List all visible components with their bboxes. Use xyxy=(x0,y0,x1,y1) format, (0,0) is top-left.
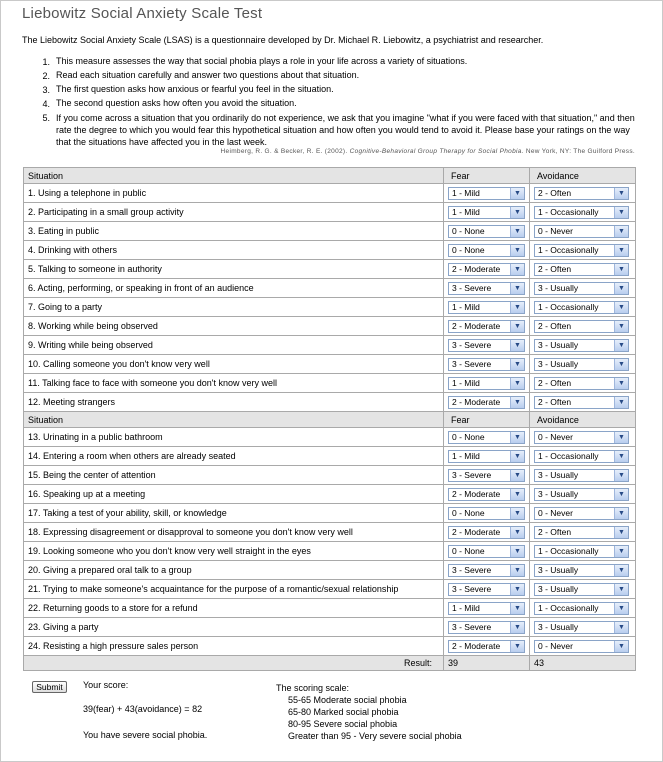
chevron-down-icon[interactable]: ▼ xyxy=(510,397,524,408)
situation-text: 3. Eating in public xyxy=(24,222,444,241)
chevron-down-icon[interactable]: ▼ xyxy=(510,603,524,614)
avoidance-cell xyxy=(530,374,636,393)
avoidance-value: 3 - Usually xyxy=(538,584,579,594)
chevron-down-icon[interactable]: ▼ xyxy=(510,302,524,313)
chevron-down-icon[interactable]: ▼ xyxy=(510,451,524,462)
scoring-scale-heading: The scoring scale: xyxy=(276,683,350,693)
scoring-scale-item: 55-65 Moderate social phobia xyxy=(288,695,407,705)
avoidance-value: 1 - Occasionally xyxy=(538,207,599,217)
table-row xyxy=(24,336,636,355)
table-row xyxy=(24,504,636,523)
avoidance-cell xyxy=(530,298,636,317)
fear-value: 3 - Severe xyxy=(452,470,492,480)
avoidance-select[interactable] xyxy=(534,244,629,257)
fear-select[interactable] xyxy=(448,545,525,558)
situation-text: 13. Urinating in a public bathroom xyxy=(24,428,444,447)
chevron-down-icon[interactable]: ▼ xyxy=(614,641,628,652)
avoidance-select[interactable] xyxy=(534,488,629,501)
fear-cell xyxy=(444,637,530,656)
situation-text: 2. Participating in a small group activity xyxy=(24,203,444,222)
instruction-number: 2. xyxy=(42,71,50,81)
avoidance-cell xyxy=(530,580,636,599)
fear-value: 1 - Mild xyxy=(452,451,480,461)
avoidance-select[interactable] xyxy=(534,358,629,371)
chevron-down-icon[interactable]: ▼ xyxy=(614,603,628,614)
situation-text: 17. Taking a test of your ability, skill, or knowledge xyxy=(24,504,444,523)
instruction-item xyxy=(24,55,636,69)
chevron-down-icon[interactable]: ▼ xyxy=(510,188,524,199)
avoidance-select[interactable] xyxy=(534,396,629,409)
chevron-down-icon[interactable]: ▼ xyxy=(510,622,524,633)
table-row xyxy=(24,599,636,618)
avoidance-value: 0 - Never xyxy=(538,508,573,518)
chevron-down-icon[interactable]: ▼ xyxy=(510,432,524,443)
situation-text: 6. Acting, performing, or speaking in front of an audience xyxy=(24,279,444,298)
fear-value: 3 - Severe xyxy=(452,340,492,350)
fear-value: 2 - Moderate xyxy=(452,527,501,537)
avoidance-value: 0 - Never xyxy=(538,432,573,442)
chevron-down-icon[interactable]: ▼ xyxy=(614,321,628,332)
chevron-down-icon[interactable]: ▼ xyxy=(614,527,628,538)
fear-cell xyxy=(444,336,530,355)
result-fear: 39 xyxy=(444,656,530,671)
fear-cell xyxy=(444,466,530,485)
avoidance-cell xyxy=(530,222,636,241)
avoidance-value: 3 - Usually xyxy=(538,565,579,575)
table-row xyxy=(24,580,636,599)
avoidance-select[interactable] xyxy=(534,431,629,444)
chevron-down-icon[interactable]: ▼ xyxy=(614,622,628,633)
table-row xyxy=(24,355,636,374)
table-row xyxy=(24,260,636,279)
fear-cell xyxy=(444,184,530,203)
table-row xyxy=(24,466,636,485)
scoring-scale-item: 65-80 Marked social phobia xyxy=(288,707,399,717)
fear-cell xyxy=(444,618,530,637)
fear-value: 3 - Severe xyxy=(452,283,492,293)
fear-select[interactable] xyxy=(448,564,525,577)
situation-text: 16. Speaking up at a meeting xyxy=(24,485,444,504)
chevron-down-icon[interactable]: ▼ xyxy=(614,226,628,237)
avoidance-cell xyxy=(530,241,636,260)
avoidance-value: 3 - Usually xyxy=(538,283,579,293)
chevron-down-icon[interactable]: ▼ xyxy=(510,489,524,500)
chevron-down-icon[interactable]: ▼ xyxy=(614,489,628,500)
instruction-number: 3. xyxy=(42,85,50,95)
fear-select[interactable] xyxy=(448,358,525,371)
fear-value: 3 - Severe xyxy=(452,359,492,369)
avoidance-value: 2 - Often xyxy=(538,397,572,407)
fear-value: 0 - None xyxy=(452,546,485,556)
instruction-number: 1. xyxy=(42,57,50,67)
fear-cell xyxy=(444,580,530,599)
avoidance-cell xyxy=(530,561,636,580)
fear-cell xyxy=(444,504,530,523)
lsas-table xyxy=(23,167,636,671)
fear-cell xyxy=(444,447,530,466)
avoidance-cell xyxy=(530,279,636,298)
avoidance-select[interactable] xyxy=(534,469,629,482)
table-row xyxy=(24,561,636,580)
avoidance-value: 1 - Occasionally xyxy=(538,603,599,613)
situation-text: 11. Talking face to face with someone you don't know very well xyxy=(24,374,444,393)
fear-select[interactable] xyxy=(448,244,525,257)
fear-cell xyxy=(444,542,530,561)
avoidance-cell xyxy=(530,504,636,523)
avoidance-value: 0 - Never xyxy=(538,641,573,651)
avoidance-cell xyxy=(530,466,636,485)
avoidance-select[interactable] xyxy=(534,640,629,653)
avoidance-cell xyxy=(530,523,636,542)
avoidance-cell xyxy=(530,355,636,374)
fear-cell xyxy=(444,317,530,336)
chevron-down-icon[interactable]: ▼ xyxy=(614,359,628,370)
situation-text: 5. Talking to someone in authority xyxy=(24,260,444,279)
chevron-down-icon[interactable]: ▼ xyxy=(510,641,524,652)
fear-select[interactable] xyxy=(448,469,525,482)
fear-value: 0 - None xyxy=(452,432,485,442)
page-title: Liebowitz Social Anxiety Scale Test xyxy=(22,5,263,22)
instruction-item xyxy=(24,112,636,148)
submit-button[interactable]: Submit xyxy=(32,681,67,693)
chevron-down-icon[interactable]: ▼ xyxy=(510,527,524,538)
table-row xyxy=(24,393,636,412)
avoidance-value: 0 - Never xyxy=(538,226,573,236)
avoidance-value: 3 - Usually xyxy=(538,359,579,369)
fear-value: 3 - Severe xyxy=(452,584,492,594)
instruction-text: Read each situation carefully and answer two questions about that situation. xyxy=(56,70,360,80)
fear-value: 1 - Mild xyxy=(452,207,480,217)
avoidance-value: 2 - Often xyxy=(538,321,572,331)
intro-text: The Liebowitz Social Anxiety Scale (LSAS) is a questionnaire developed by Dr. Michael R. Liebowitz, a psychiatrist and researcher. xyxy=(22,35,544,45)
scoring-scale-item: Greater than 95 - Very severe social phobia xyxy=(288,731,462,741)
avoidance-value: 1 - Occasionally xyxy=(538,302,599,312)
fear-value: 2 - Moderate xyxy=(452,489,501,499)
fear-cell xyxy=(444,355,530,374)
fear-select[interactable] xyxy=(448,526,525,539)
table-row xyxy=(24,241,636,260)
situation-text: 1. Using a telephone in public xyxy=(24,184,444,203)
situation-text: 22. Returning goods to a store for a refund xyxy=(24,599,444,618)
fear-select[interactable] xyxy=(448,431,525,444)
result-avoidance: 43 xyxy=(530,656,636,671)
fear-select[interactable] xyxy=(448,507,525,520)
fear-value: 2 - Moderate xyxy=(452,264,501,274)
avoidance-select[interactable] xyxy=(534,301,629,314)
fear-cell xyxy=(444,561,530,580)
table-row xyxy=(24,447,636,466)
fear-value: 0 - None xyxy=(452,226,485,236)
fear-select[interactable] xyxy=(448,377,525,390)
chevron-down-icon[interactable]: ▼ xyxy=(614,546,628,557)
table-row xyxy=(24,637,636,656)
situation-text: 4. Drinking with others xyxy=(24,241,444,260)
score-formula: 39(fear) + 43(avoidance) = 82 xyxy=(83,704,203,714)
fear-select[interactable] xyxy=(448,263,525,276)
fear-cell xyxy=(444,260,530,279)
table-header-row xyxy=(24,412,636,428)
fear-cell xyxy=(444,222,530,241)
avoidance-cell xyxy=(530,317,636,336)
fear-select[interactable] xyxy=(448,320,525,333)
situation-text: 24. Resisting a high pressure sales person xyxy=(24,637,444,656)
chevron-down-icon[interactable]: ▼ xyxy=(614,283,628,294)
chevron-down-icon[interactable]: ▼ xyxy=(614,397,628,408)
score-verdict: You have severe social phobia. xyxy=(83,730,208,740)
scoring-scale-item: 80-95 Severe social phobia xyxy=(288,719,398,729)
fear-cell xyxy=(444,523,530,542)
avoidance-select[interactable] xyxy=(534,450,629,463)
fear-cell xyxy=(444,298,530,317)
fear-select[interactable] xyxy=(448,282,525,295)
avoidance-cell xyxy=(530,542,636,561)
fear-select[interactable] xyxy=(448,301,525,314)
avoidance-select[interactable] xyxy=(534,206,629,219)
avoidance-value: 3 - Usually xyxy=(538,489,579,499)
avoidance-value: 2 - Often xyxy=(538,264,572,274)
avoidance-cell xyxy=(530,485,636,504)
situation-text: 8. Working while being observed xyxy=(24,317,444,336)
chevron-down-icon[interactable]: ▼ xyxy=(510,245,524,256)
chevron-down-icon[interactable]: ▼ xyxy=(614,584,628,595)
situation-text: 12. Meeting strangers xyxy=(24,393,444,412)
header-avoidance: Avoidance xyxy=(530,412,636,428)
fear-select[interactable] xyxy=(448,621,525,634)
situation-text: 15. Being the center of attention xyxy=(24,466,444,485)
chevron-down-icon[interactable]: ▼ xyxy=(510,264,524,275)
lsas-table-body xyxy=(24,168,636,671)
avoidance-value: 1 - Occasionally xyxy=(538,546,599,556)
table-row xyxy=(24,523,636,542)
avoidance-cell xyxy=(530,336,636,355)
chevron-down-icon[interactable]: ▼ xyxy=(614,188,628,199)
scoring-scale xyxy=(276,682,462,742)
header-situation: Situation xyxy=(24,412,444,428)
chevron-down-icon[interactable]: ▼ xyxy=(510,470,524,481)
situation-text: 23. Giving a party xyxy=(24,618,444,637)
chevron-down-icon[interactable]: ▼ xyxy=(614,340,628,351)
fear-cell xyxy=(444,203,530,222)
avoidance-select[interactable] xyxy=(534,225,629,238)
table-row xyxy=(24,298,636,317)
fear-cell xyxy=(444,599,530,618)
chevron-down-icon[interactable]: ▼ xyxy=(510,207,524,218)
result-row xyxy=(24,656,636,671)
avoidance-select[interactable] xyxy=(534,339,629,352)
avoidance-cell xyxy=(530,260,636,279)
chevron-down-icon[interactable]: ▼ xyxy=(614,470,628,481)
situation-text: 9. Writing while being observed xyxy=(24,336,444,355)
chevron-down-icon[interactable]: ▼ xyxy=(510,340,524,351)
situation-text: 20. Giving a prepared oral talk to a group xyxy=(24,561,444,580)
avoidance-value: 3 - Usually xyxy=(538,340,579,350)
chevron-down-icon[interactable]: ▼ xyxy=(614,264,628,275)
fear-cell xyxy=(444,393,530,412)
header-avoidance: Avoidance xyxy=(530,168,636,184)
situation-text: 19. Looking someone who you don't know very well straight in the eyes xyxy=(24,542,444,561)
avoidance-value: 3 - Usually xyxy=(538,622,579,632)
result-label: Result: xyxy=(24,656,444,671)
instruction-number: 5. xyxy=(42,113,50,123)
avoidance-value: 1 - Occasionally xyxy=(538,451,599,461)
fear-value: 0 - None xyxy=(452,245,485,255)
citation xyxy=(221,148,635,155)
table-row xyxy=(24,279,636,298)
fear-value: 1 - Mild xyxy=(452,378,480,388)
chevron-down-icon[interactable]: ▼ xyxy=(614,432,628,443)
table-row xyxy=(24,374,636,393)
chevron-down-icon[interactable]: ▼ xyxy=(510,584,524,595)
header-fear: Fear xyxy=(444,168,530,184)
avoidance-cell xyxy=(530,618,636,637)
avoidance-select[interactable] xyxy=(534,602,629,615)
chevron-down-icon[interactable]: ▼ xyxy=(510,508,524,519)
situation-text: 21. Trying to make someone's acquaintance for the purpose of a romantic/sexual relationship xyxy=(24,580,444,599)
citation-publisher: New York, NY: The Guilford Press. xyxy=(525,148,635,155)
chevron-down-icon[interactable]: ▼ xyxy=(510,359,524,370)
chevron-down-icon[interactable]: ▼ xyxy=(510,226,524,237)
situation-text: 14. Entering a room when others are already seated xyxy=(24,447,444,466)
chevron-down-icon[interactable]: ▼ xyxy=(510,378,524,389)
fear-select[interactable] xyxy=(448,488,525,501)
avoidance-cell xyxy=(530,393,636,412)
fear-cell xyxy=(444,241,530,260)
table-header-row xyxy=(24,168,636,184)
table-row xyxy=(24,542,636,561)
avoidance-cell xyxy=(530,203,636,222)
fear-select[interactable] xyxy=(448,640,525,653)
avoidance-select[interactable] xyxy=(534,545,629,558)
fear-select[interactable] xyxy=(448,206,525,219)
avoidance-cell xyxy=(530,599,636,618)
avoidance-value: 2 - Often xyxy=(538,378,572,388)
avoidance-cell xyxy=(530,637,636,656)
chevron-down-icon[interactable]: ▼ xyxy=(614,378,628,389)
instruction-list xyxy=(24,55,636,148)
chevron-down-icon[interactable]: ▼ xyxy=(510,283,524,294)
instruction-text: The second question asks how often you avoid the situation. xyxy=(56,98,297,108)
table-row xyxy=(24,618,636,637)
avoidance-value: 1 - Occasionally xyxy=(538,245,599,255)
fear-select[interactable] xyxy=(448,187,525,200)
citation-authors: Heimberg, R. G. & Becker, R. E. (2002). xyxy=(220,148,348,155)
avoidance-select[interactable] xyxy=(534,564,629,577)
instruction-text: The first question asks how anxious or fearful you feel in the situation. xyxy=(56,84,334,94)
chevron-down-icon[interactable]: ▼ xyxy=(614,508,628,519)
avoidance-select[interactable] xyxy=(534,263,629,276)
situation-text: 10. Calling someone you don't know very well xyxy=(24,355,444,374)
fear-select[interactable] xyxy=(448,225,525,238)
avoidance-value: 3 - Usually xyxy=(538,470,579,480)
header-fear: Fear xyxy=(444,412,530,428)
situation-text: 18. Expressing disagreement or disapproval to someone you don't know very well xyxy=(24,523,444,542)
table-row xyxy=(24,203,636,222)
fear-value: 1 - Mild xyxy=(452,603,480,613)
fear-value: 1 - Mild xyxy=(452,302,480,312)
fear-cell xyxy=(444,485,530,504)
instruction-item xyxy=(24,69,636,83)
fear-value: 0 - None xyxy=(452,508,485,518)
citation-work: Cognitive-Behavioral Group Therapy for Social Phobia. xyxy=(349,148,524,155)
fear-cell xyxy=(444,279,530,298)
fear-value: 1 - Mild xyxy=(452,188,480,198)
fear-select[interactable] xyxy=(448,602,525,615)
chevron-down-icon[interactable]: ▼ xyxy=(510,565,524,576)
avoidance-value: 2 - Often xyxy=(538,527,572,537)
instruction-text: If you come across a situation that you ordinarily do not experience, we ask that you imagine "what if you were faced with that situation," and then rate the degree to which you would fear this hypothetical situation and how often you would tend to avoid it. Please base your ratings on the way that the situations have affected you in the last week. xyxy=(56,113,635,147)
fear-select[interactable] xyxy=(448,339,525,352)
fear-value: 3 - Severe xyxy=(452,622,492,632)
avoidance-select[interactable] xyxy=(534,377,629,390)
fear-select[interactable] xyxy=(448,583,525,596)
instruction-item xyxy=(24,97,636,111)
chevron-down-icon[interactable]: ▼ xyxy=(614,245,628,256)
avoidance-select[interactable] xyxy=(534,187,629,200)
table-row xyxy=(24,428,636,447)
fear-select[interactable] xyxy=(448,396,525,409)
situation-text: 7. Going to a party xyxy=(24,298,444,317)
avoidance-select[interactable] xyxy=(534,282,629,295)
avoidance-select[interactable] xyxy=(534,621,629,634)
table-row xyxy=(24,184,636,203)
avoidance-cell xyxy=(530,184,636,203)
chevron-down-icon[interactable]: ▼ xyxy=(510,546,524,557)
avoidance-select[interactable] xyxy=(534,320,629,333)
instruction-text: This measure assesses the way that social phobia plays a role in your life across a variety of situations. xyxy=(56,56,468,66)
chevron-down-icon[interactable]: ▼ xyxy=(614,565,628,576)
table-row xyxy=(24,317,636,336)
score-heading: Your score: xyxy=(83,680,129,690)
table-row xyxy=(24,485,636,504)
table-row xyxy=(24,222,636,241)
fear-value: 2 - Moderate xyxy=(452,641,501,651)
chevron-down-icon[interactable]: ▼ xyxy=(614,451,628,462)
chevron-down-icon[interactable]: ▼ xyxy=(614,302,628,313)
instruction-item xyxy=(24,83,636,97)
fear-value: 2 - Moderate xyxy=(452,397,501,407)
fear-cell xyxy=(444,374,530,393)
fear-select[interactable] xyxy=(448,450,525,463)
fear-cell xyxy=(444,428,530,447)
fear-value: 3 - Severe xyxy=(452,565,492,575)
avoidance-value: 2 - Often xyxy=(538,188,572,198)
avoidance-cell xyxy=(530,428,636,447)
avoidance-cell xyxy=(530,447,636,466)
avoidance-select[interactable] xyxy=(534,583,629,596)
chevron-down-icon[interactable]: ▼ xyxy=(510,321,524,332)
fear-value: 2 - Moderate xyxy=(452,321,501,331)
avoidance-select[interactable] xyxy=(534,526,629,539)
header-situation: Situation xyxy=(24,168,444,184)
instruction-number: 4. xyxy=(42,99,50,109)
avoidance-select[interactable] xyxy=(534,507,629,520)
chevron-down-icon[interactable]: ▼ xyxy=(614,207,628,218)
